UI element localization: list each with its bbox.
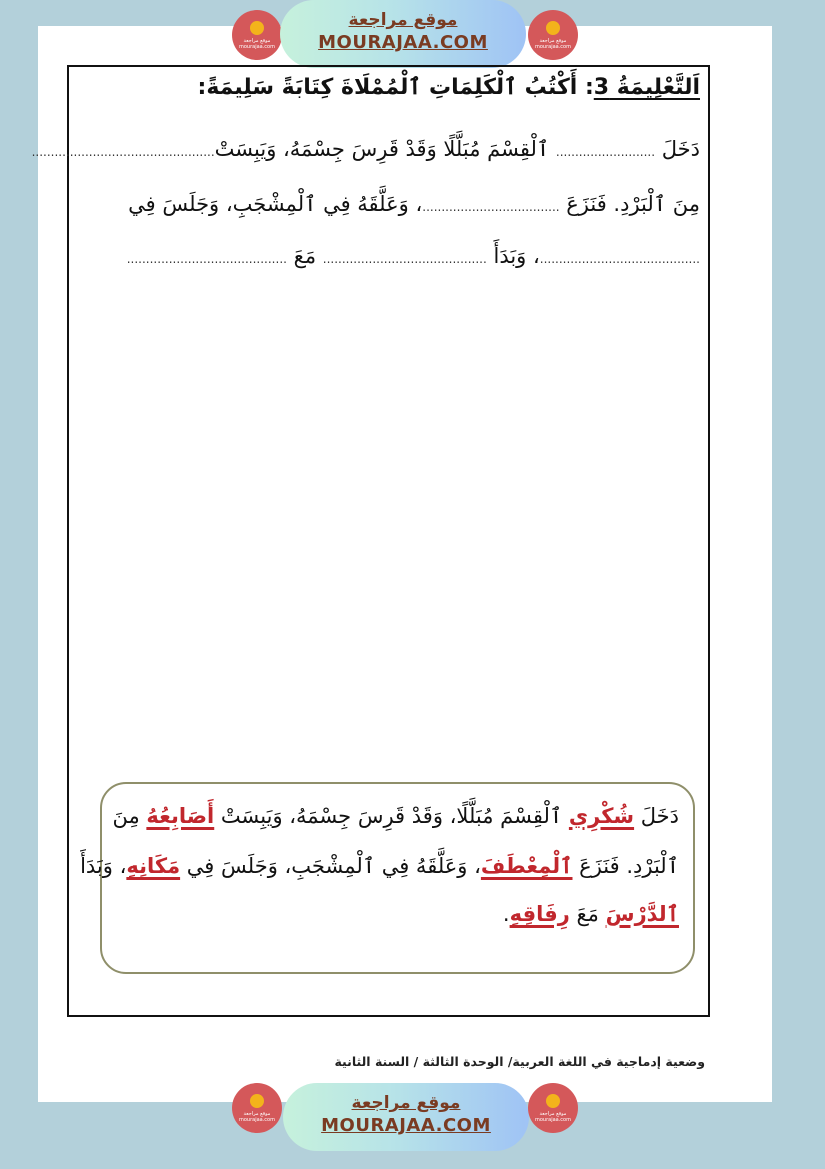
dictation-line-2	[128, 192, 700, 216]
text-segment: مِنَ ٱلْبَرْدِ. فَنَزَعَ	[566, 192, 700, 216]
logo-caption-ar: موقع مراجعة	[539, 1111, 567, 1117]
exercise-number: اَلتَّعْلِيمَةُ 3	[593, 75, 700, 100]
logo-caption-en: mourajaa.com	[534, 1117, 571, 1123]
watermark-latin: MOURAJAA.COM	[318, 32, 488, 53]
logo-caption-en: mourajaa.com	[238, 44, 275, 50]
blank-field[interactable]: ...........................................	[322, 252, 487, 266]
answer-text: ٱلْقِسْمَ مُبَلَّلًا، وَقَدْ قَرِسَ جِسْمَهُ، وَيَبِسَتْ	[214, 804, 569, 828]
logo-caption-ar: موقع مراجعة	[539, 38, 567, 44]
watermark-logo-right-top	[528, 10, 578, 60]
exercise-frame	[31, 65, 710, 1017]
answer-text: دَخَلَ	[634, 804, 679, 828]
logo-caption-en: mourajaa.com	[534, 44, 571, 50]
logo-caption-en: mourajaa.com	[238, 1117, 275, 1123]
watermark-logo-left-top	[232, 10, 282, 60]
text-segment: دَخَلَ	[661, 137, 700, 161]
answer-highlight: أَصَابِعُهُ	[146, 804, 215, 828]
watermark-badge-top[interactable]	[280, 0, 526, 68]
logo-caption-ar: موقع مراجعة	[243, 38, 271, 44]
watermark-arabic: موقع مراجعة	[348, 10, 458, 30]
exercise-title	[198, 75, 700, 100]
logo-emblem-icon	[250, 1094, 264, 1108]
blank-field[interactable]: ..........................................	[539, 252, 700, 266]
dictation-line-1	[32, 137, 700, 161]
text-segment: ، وَبَدَأَ	[493, 244, 540, 268]
blank-field[interactable]: ....................................	[422, 200, 560, 214]
answer-text: مَعَ	[569, 902, 606, 926]
watermark-logo-right-bottom	[528, 1083, 578, 1133]
watermark-latin: MOURAJAA.COM	[321, 1115, 491, 1136]
text-segment: ، وَعَلَّقَهُ فِي ٱلْمِشْجَبِ، وَجَلَسَ فِي	[128, 192, 423, 216]
watermark-logo-left-bottom	[232, 1083, 282, 1133]
logo-emblem-icon	[546, 21, 560, 35]
answer-highlight: ٱلدَّرْسَ	[605, 902, 679, 926]
logo-caption	[528, 1111, 578, 1123]
answer-box	[80, 782, 695, 974]
logo-caption	[232, 38, 282, 50]
answer-text: ، وَبَدَأَ	[80, 854, 127, 878]
answer-highlight: ٱلْمِعْطَفَ	[480, 854, 573, 878]
footer-note: وضعية إدماجية في اللغة العربية/ الوحدة الثالثة / السنة الثانية	[334, 1054, 705, 1069]
exercise-title-colon: :	[584, 75, 594, 100]
answer-line-2	[80, 854, 679, 878]
blank-field[interactable]: ..........................	[555, 145, 656, 159]
answer-highlight: رِفَاقِهِ	[509, 902, 570, 926]
blank-field[interactable]: ..........................................	[126, 252, 287, 266]
exercise-instruction: أَكْتُبُ ٱلْكَلِمَاتِ ٱلْمُمْلَاةَ كِتَابَةً سَلِيمَةً:	[197, 75, 578, 100]
answer-highlight: مَكَانِهِ	[126, 854, 181, 878]
watermark-arabic: موقع مراجعة	[351, 1093, 461, 1113]
watermark-badge-bottom[interactable]	[283, 1083, 529, 1151]
answer-highlight: شُكْرِي	[568, 804, 635, 828]
answer-line-3	[503, 902, 679, 926]
answer-line-1	[112, 804, 679, 828]
logo-caption	[232, 1111, 282, 1123]
logo-caption	[528, 38, 578, 50]
logo-emblem-icon	[250, 21, 264, 35]
answer-text: ، وَعَلَّقَهُ فِي ٱلْمِشْجَبِ، وَجَلَسَ فِي	[180, 854, 481, 878]
logo-caption-ar: موقع مراجعة	[243, 1111, 271, 1117]
dictation-line-3	[127, 244, 700, 268]
blank-field[interactable]: ................................................	[31, 145, 215, 159]
text-segment: مَعَ	[293, 244, 317, 268]
answer-text: مِنَ	[112, 804, 147, 828]
answer-text: ٱلْبَرْدِ. فَنَزَعَ	[572, 854, 679, 878]
text-segment: ٱلْقِسْمَ مُبَلَّلًا وَقَدْ قَرِسَ جِسْمَهُ، وَيَبِسَتْ	[214, 137, 550, 161]
logo-emblem-icon	[546, 1094, 560, 1108]
answer-text: .	[502, 902, 510, 926]
